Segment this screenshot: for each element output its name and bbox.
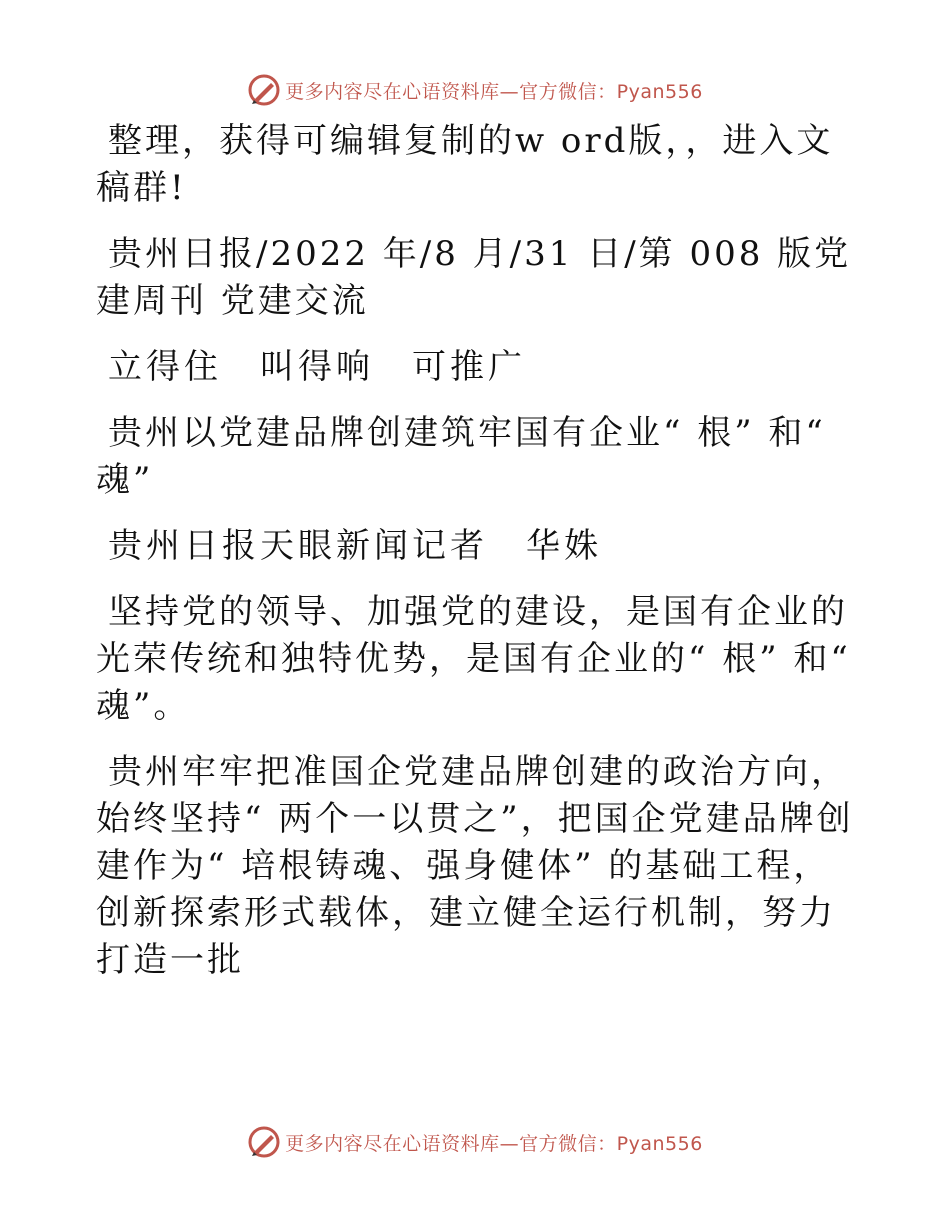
paragraph-1: 坚持党的领导、加强党的建设，是国有企业的光荣传统和独特优势，是国有企业的“ 根” 和“ 魂”。 xyxy=(96,592,851,726)
watermark-text: 更多内容尽在心语资料库—官方微信：Pyan556 xyxy=(285,1132,703,1155)
pen-logo-icon xyxy=(247,73,281,107)
watermark-banner-top xyxy=(0,70,950,110)
intro-line: 整理，获得可编辑复制的w ord版，，进入文稿群! xyxy=(96,121,834,208)
pen-logo-icon xyxy=(247,1125,281,1159)
watermark-banner-bottom xyxy=(0,1122,950,1162)
kicker: 立得住 叫得响 可推广 xyxy=(108,347,526,387)
source-line: 贵州日报/2022 年/8 月/31 日/第 008 版党建周刊 党建交流 xyxy=(96,234,852,321)
headline: 贵州以党建品牌创建筑牢国有企业“ 根” 和“ 魂” xyxy=(96,413,826,500)
watermark-text: 更多内容尽在心语资料库—官方微信：Pyan556 xyxy=(285,80,703,103)
byline: 贵州日报天眼新闻记者 华姝 xyxy=(108,526,602,566)
paragraph-2: 贵州牢牢把准国企党建品牌创建的政治方向，始终坚持“ 两个一以贯之”，把国企党建品牌创建作为“ 培根铸魂、强身健体” 的基础工程，创新探索形式载体，建立健全运行机制，努力打造一批 xyxy=(96,752,854,980)
document-body xyxy=(96,118,856,1003)
